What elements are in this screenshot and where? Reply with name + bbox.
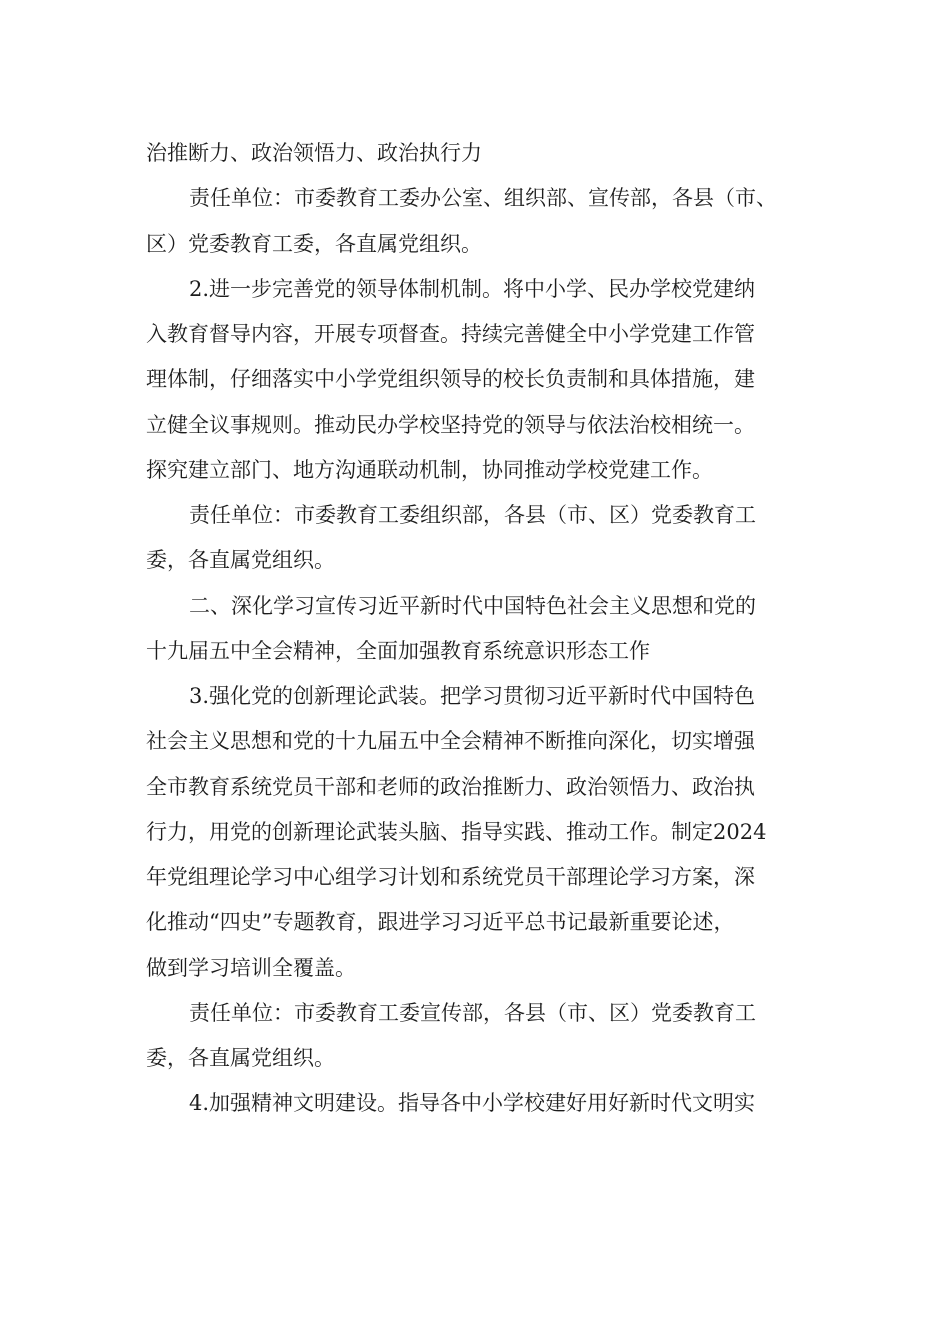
line-22: 4.加强精神文明建设。指导各中小学校建好用好新时代文明实 <box>189 1091 756 1116</box>
line-5: 入教育督导内容，开展专项督查。持续完善健全中小学党建工作管 <box>146 322 755 346</box>
line-19: 做到学习培训全覆盖。 <box>146 955 356 980</box>
line-17: 年党组理论学习中心组学习计划和系统党员干部理论学习方案，深 <box>146 865 755 889</box>
line-1: 治推断力、政治领悟力、政治执行力 <box>146 141 482 165</box>
line-6: 理体制，仔细落实中小学党组织领导的校长负责制和具体措施，建 <box>146 367 755 392</box>
line-12: 十九届五中全会精神，全面加强教育系统意识形态工作 <box>146 638 650 663</box>
line-8: 探究建立部门、地方沟通联动机制，协同推动学校党建工作。 <box>146 457 713 482</box>
document-body <box>146 131 826 1127</box>
line-3: 区）党委教育工委，各直属党组织。 <box>146 231 482 256</box>
line-9: 责任单位：市委教育工委组织部，各县（市、区）党委教育工 <box>189 503 756 527</box>
line-11: 二、深化学习宣传习近平新时代中国特色社会主义思想和党的 <box>189 593 756 618</box>
line-20: 责任单位：市委教育工委宣传部，各县（市、区）党委教育工 <box>189 1000 756 1025</box>
line-15: 全市教育系统党员干部和老师的政治推断力、政治领悟力、政治执 <box>146 774 755 799</box>
line-10: 委，各直属党组织。 <box>146 548 335 573</box>
line-7: 立健全议事规则。推动民办学校坚持党的领导与依法治校相统一。 <box>146 412 755 437</box>
line-4: 2.进一步完善党的领导体制机制。将中小学、民办学校党建纳 <box>189 276 756 301</box>
line-16: 行力，用党的创新理论武装头脑、指导实践、推动工作。制定2024 <box>146 819 767 844</box>
line-2: 责任单位：市委教育工委办公室、组织部、宣传部，各县（市、 <box>189 186 777 211</box>
line-13: 3.强化党的创新理论武装。把学习贯彻习近平新时代中国特色 <box>189 684 756 708</box>
line-21: 委，各直属党组织。 <box>146 1046 335 1070</box>
line-14: 社会主义思想和党的十九届五中全会精神不断推向深化，切实增强 <box>146 729 755 754</box>
line-18: 化推动“四史”专题教育，跟进学习习近平总书记最新重要论述， <box>146 910 735 935</box>
